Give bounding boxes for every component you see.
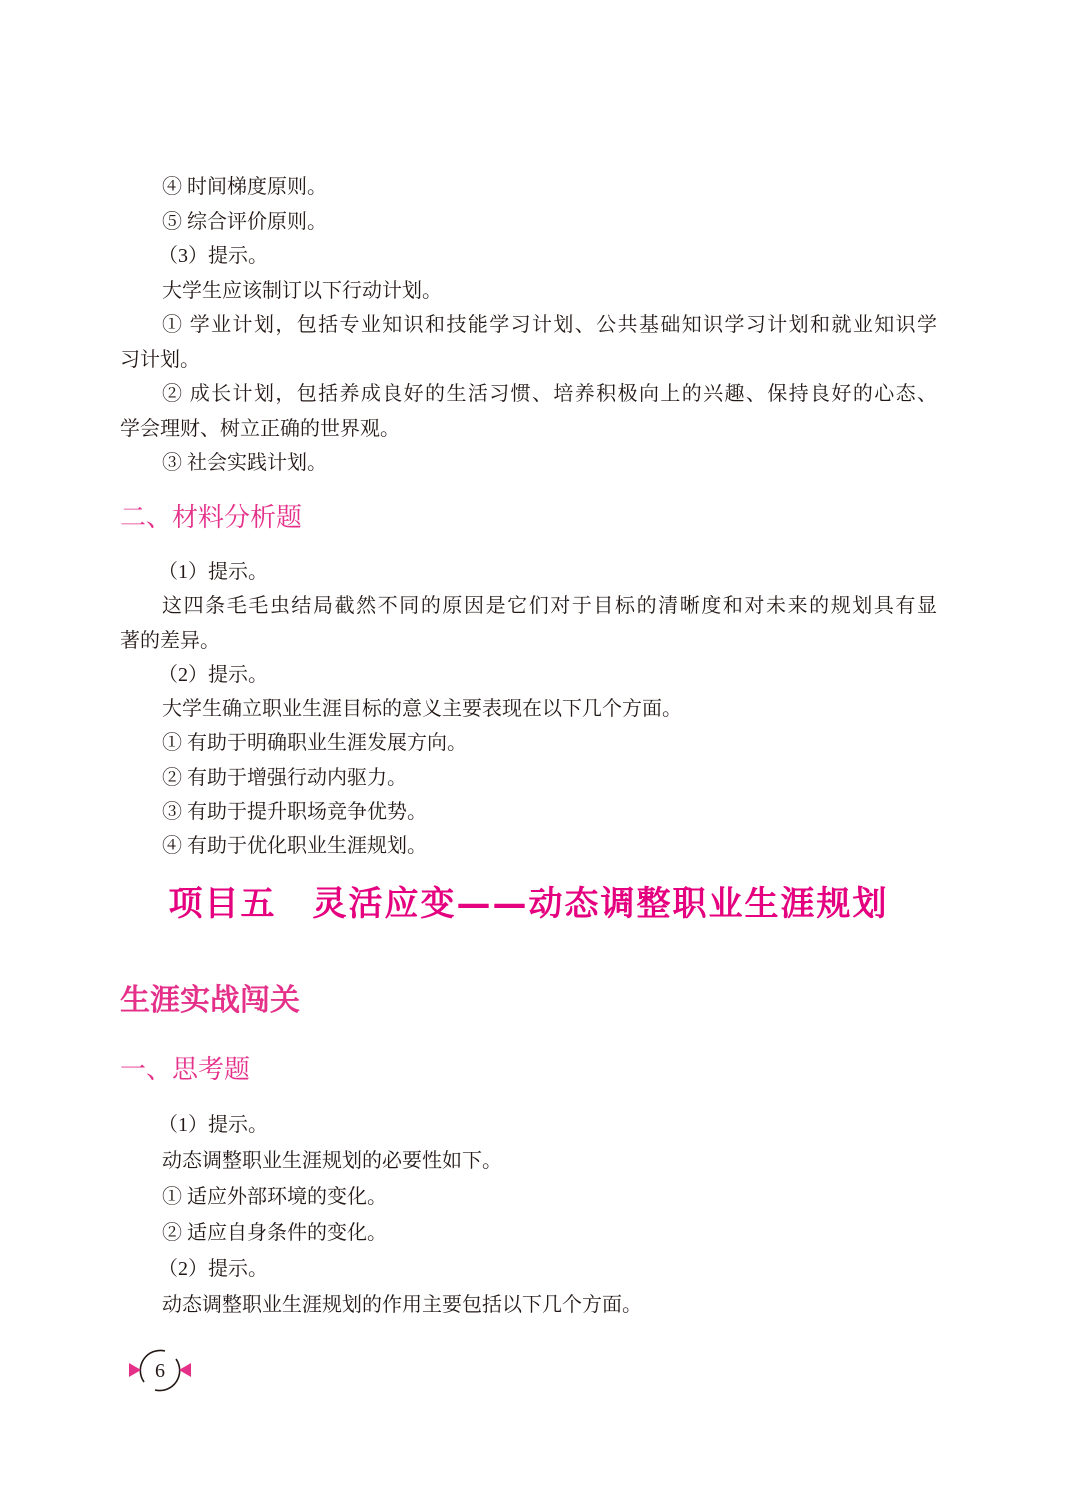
paragraph-continuation: 著的差异。 [120,629,220,652]
hint-label: （1）提示。 [158,1114,268,1136]
arrow-left-icon [179,1363,191,1377]
page-number-badge [125,1342,195,1398]
list-item: ① 学业计划，包括专业知识和技能学习计划、公共基础知识学习计划和就业知识学 [162,314,937,336]
hint-label: （3）提示。 [158,245,268,267]
page-number: 6 [155,1360,165,1382]
section-heading-material-analysis: 二、材料分析题 [120,503,303,533]
paragraph: 大学生确立职业生涯目标的意义主要表现在以下几个方面。 [162,698,682,720]
list-item-continuation: 习计划。 [120,348,200,371]
list-item-continuation: 学会理财、树立正确的世界观。 [120,417,400,440]
section-heading-thinking: 一、思考题 [120,1055,251,1085]
list-item: ③ 有助于提升职场竞争优势。 [162,800,427,823]
list-item: ⑤ 综合评价原则。 [162,210,327,233]
paragraph: 动态调整职业生涯规划的必要性如下。 [162,1150,502,1172]
list-item: ④ 有助于优化职业生涯规划。 [162,835,427,857]
answer-block-principles [120,170,937,481]
list-item: ④ 时间梯度原则。 [162,176,327,198]
list-item: ① 适应外部环境的变化。 [162,1186,387,1208]
project-title: 项目五 灵活应变——动态调整职业生涯规划 [168,884,889,924]
answer-block-thinking [120,1107,937,1323]
list-item: ② 适应自身条件的变化。 [162,1222,387,1244]
list-item: ③ 社会实践计划。 [162,452,327,474]
paragraph: 动态调整职业生涯规划的作用主要包括以下几个方面。 [162,1294,642,1316]
answer-block-material-analysis [120,555,937,863]
list-item: ② 成长计划，包括养成良好的生活习惯、培养积极向上的兴趣、保持良好的心态、 [162,383,937,405]
hint-label: （1）提示。 [158,561,268,583]
hint-label: （2）提示。 [158,1258,268,1280]
list-item: ① 有助于明确职业生涯发展方向。 [162,732,467,755]
paragraph: 大学生应该制订以下行动计划。 [162,279,442,302]
hint-label: （2）提示。 [158,663,268,686]
paragraph: 这四条毛毛虫结局截然不同的原因是它们对于目标的清晰度和对未来的规划具有显 [162,595,937,618]
arrow-right-icon [129,1363,141,1377]
list-item: ② 有助于增强行动内驱力。 [162,766,407,789]
section-title: 生涯实战闯关 [120,983,300,1018]
